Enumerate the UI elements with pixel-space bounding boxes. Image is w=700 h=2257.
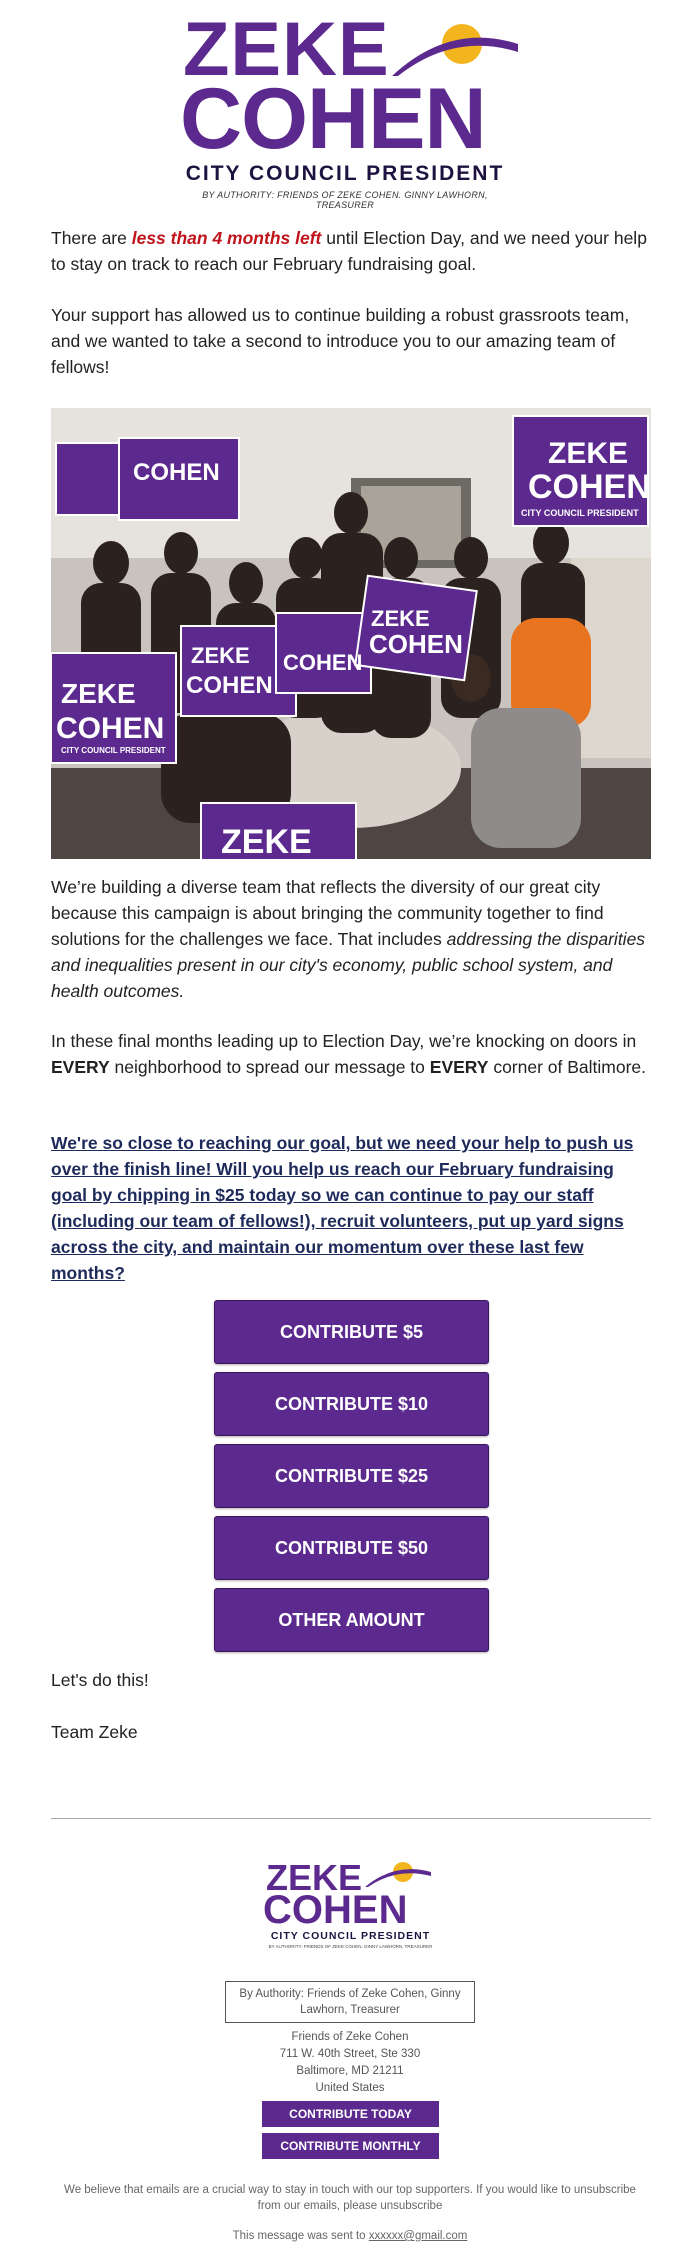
text-span: There are — [51, 228, 132, 248]
contribute-10-button[interactable]: CONTRIBUTE $10 — [214, 1372, 489, 1436]
sign-text: ZEKE — [371, 606, 430, 631]
italic-text: addressing the disparities and inequalities present in our city's economy, public school system, and health outcomes. — [51, 929, 646, 1001]
sign-text: ZEKE — [191, 643, 250, 668]
contribute-today-button[interactable]: CONTRIBUTE TODAY — [262, 2101, 439, 2127]
sign-text: ZEKE — [548, 437, 629, 470]
footer-street: 711 W. 40th Street, Ste 330 — [279, 2048, 421, 2060]
footer-divider — [51, 1818, 651, 1819]
text-span: We’re building a diverse team that reflects the diversity of our great city because this campaign is about bringing the community together to find solutions for the challenges we face. That includes — [51, 877, 604, 949]
intro-paragraph-2: Your support has allowed us to continue building a robust grassroots team, and we wanted to take a second to introduce you to our amazing team of fellows! — [51, 305, 630, 377]
sign-text: COHEN — [369, 629, 463, 659]
text-span: until Election Day, and we need your help to stay on track to reach our February fundraising goal. — [51, 228, 647, 274]
footer-logo-line2: COHEN — [263, 1888, 408, 1932]
logo-line2: COHEN — [180, 71, 486, 167]
contribute-50-button[interactable]: CONTRIBUTE $50 — [214, 1516, 489, 1580]
emphasis-text: EVERY — [429, 1057, 489, 1077]
other-amount-button[interactable]: OTHER AMOUNT — [214, 1588, 489, 1652]
sign-text: COHEN — [133, 459, 220, 486]
recipient-email-link[interactable]: xxxxxx@gmail.com — [368, 2230, 468, 2242]
text-span: This message was sent to — [232, 2230, 369, 2242]
authority-box: By Authority: Friends of Zeke Cohen, Ginny Lawhorn, Treasurer — [225, 1981, 475, 2023]
campaign-logo — [180, 7, 520, 210]
contribute-monthly-button[interactable]: CONTRIBUTE MONTHLY — [262, 2133, 439, 2159]
contribute-25-button[interactable]: CONTRIBUTE $25 — [214, 1444, 489, 1508]
logo-authority: BY AUTHORITY: FRIENDS OF ZEKE COHEN. GINNY LAWHORN, TREASURER — [202, 190, 488, 210]
body-paragraph-3 — [51, 874, 651, 1004]
deadline-highlight: less than 4 months left — [131, 228, 322, 248]
unsubscribe-text: We believe that emails are a crucial way to stay in touch with our top supporters. If you would like to unsubscribe from our emails, please unsubscribe — [64, 2184, 636, 2212]
team-photo-illustration — [51, 408, 651, 859]
sign-text: COHEN — [283, 650, 363, 675]
footer-city: Baltimore, MD 21211 — [296, 2065, 404, 2077]
emphasis-text: EVERY — [51, 1057, 110, 1077]
sunrise-arc-icon — [390, 18, 520, 78]
signoff-line: Let's do this! — [51, 1670, 149, 1690]
team-photo — [51, 408, 651, 859]
logo-subtitle: CITY COUNCIL PRESIDENT — [185, 162, 505, 185]
sign-text: CITY COUNCIL PRESIDENT — [61, 746, 166, 755]
footer-sunrise-arc-icon — [363, 1860, 433, 1888]
footer-org: Friends of Zeke Cohen — [291, 2031, 409, 2043]
intro-paragraph-1 — [51, 225, 651, 277]
sign-text: CITY COUNCIL PRESIDENT — [521, 508, 639, 518]
text-span: neighborhood to spread our message to — [109, 1057, 430, 1077]
sign-text: COHEN — [528, 468, 651, 506]
sign-text: ZEKE — [61, 678, 136, 709]
footer-country: United States — [315, 2082, 385, 2094]
sign-text: COHEN — [56, 712, 165, 745]
sign-text: ZEKE — [221, 823, 312, 859]
sign-text: COHEN — [186, 672, 273, 699]
text-span: corner of Baltimore. — [488, 1057, 647, 1077]
contribute-5-button[interactable]: CONTRIBUTE $5 — [214, 1300, 489, 1364]
sent-to-line — [60, 2228, 640, 2244]
donate-cta-link[interactable]: We're so close to reaching our goal, but we need your help to push us over the finish line! Will you help us reach our February fundraising goal by chipping in $25 today so we can continue to pay our staff (including our team of fellows!), recruit volunteers, put up yard signs across the city, and maintain our momentum over these last few months? — [51, 1133, 634, 1283]
logo-line1: ZEKE — [183, 7, 390, 92]
footer-logo-authority: BY AUTHORITY: FRIENDS OF ZEKE COHEN. GINNY LAWHORN, TREASURER — [268, 1944, 433, 1949]
signature: Team Zeke — [51, 1722, 138, 1742]
footer-logo — [263, 1857, 438, 1950]
body-paragraph-4 — [51, 1028, 651, 1080]
footer-logo-subtitle: CITY COUNCIL PRESIDENT — [270, 1930, 431, 1942]
footer-logo-line1: ZEKE — [266, 1857, 363, 1898]
text-span: In these final months leading up to Election Day, we’re knocking on doors in — [51, 1031, 637, 1051]
